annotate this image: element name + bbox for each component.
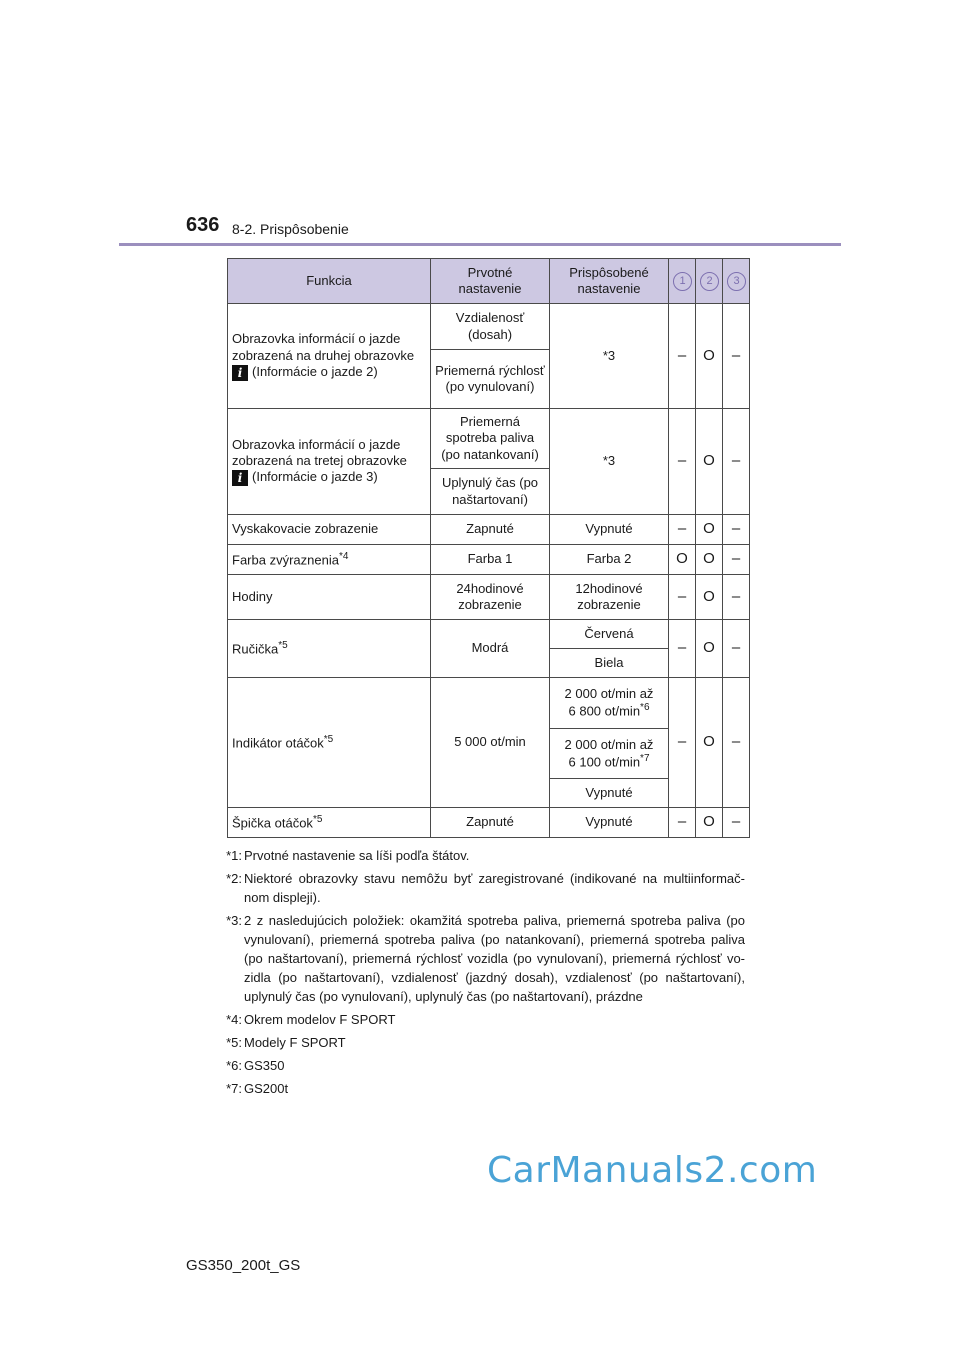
symbol-1: –	[669, 575, 696, 620]
table-row	[228, 620, 750, 649]
default-value: Vzdialenosť (dosah)	[431, 304, 550, 350]
symbol-1: –	[669, 678, 696, 808]
symbol-3: –	[723, 515, 750, 545]
header-col-2	[696, 259, 723, 304]
row-function: Vyskakovacie zobrazenie	[228, 515, 431, 545]
circled-2-icon: 2	[700, 272, 719, 291]
symbol-3: –	[723, 678, 750, 808]
row-function-drive-info-2: Obrazovka informácií o jazde zobrazená na druhej obrazovke i (Informácie o jazde 2)	[228, 304, 431, 409]
custom-value: Vypnuté	[550, 808, 669, 838]
default-value: Farba 1	[431, 545, 550, 575]
custom-value: Farba 2	[550, 545, 669, 575]
symbol-3: –	[723, 545, 750, 575]
symbol-1: –	[669, 620, 696, 678]
custom-value: Vypnuté	[550, 515, 669, 545]
header-function: Funkcia	[228, 259, 431, 304]
default-value: Priemerná spotreba paliva (po natankovaní)	[431, 409, 550, 469]
symbol-1: –	[669, 304, 696, 409]
row-function: Farba zvýraznenia$^{*4}$	[228, 545, 431, 575]
custom-value: Biela	[550, 649, 669, 678]
symbol-2: O	[696, 409, 723, 515]
footnote: *7: GS200t	[226, 1081, 289, 1096]
footnote: *4: Okrem modelov F SPORT	[226, 1012, 396, 1027]
table-row	[228, 808, 750, 838]
default-value: 24hodinové zobrazenie	[431, 575, 550, 620]
page-number: 636	[186, 214, 220, 236]
row-function-drive-info-3: Obrazovka informácií o jazde zobrazená na tretej obrazovke i (Informácie o jazde 3)	[228, 409, 431, 515]
symbol-1: O	[669, 545, 696, 575]
default-value: Zapnuté	[431, 515, 550, 545]
custom-value: 2 000 ot/min až 6 800 $ot/\min^{*6}$	[550, 678, 669, 729]
footnote: *1: Prvotné nastavenie sa líši podľa štátov.	[226, 848, 470, 863]
symbol-2: O	[696, 678, 723, 808]
custom-value: Červená	[550, 620, 669, 649]
row-function: Indikátor otáčok$^{*5}$	[228, 678, 431, 808]
table-row	[228, 409, 750, 469]
custom-value: 2 000 ot/min až 6 100 $ot/\min^{*7}$	[550, 729, 669, 779]
circled-1-icon: 1	[673, 272, 692, 291]
symbol-2: O	[696, 620, 723, 678]
row-function: Hodiny	[228, 575, 431, 620]
footnote: *5: Modely F SPORT	[226, 1035, 346, 1050]
footnote: *3: 2 z nasledujúcich položiek: okamžitá spotreba paliva, priemerná spotreba paliva (po vynulovaní), priemerná spotreba paliva (po natankovaní), priemerná spotreba paliva (po naštartovaní), priemerná rýchlosť vozidla (po vynulovaní), priemerná rýchlosť vo-zidla (po naštartovaní), vzdialenosť (jazdný dosah), vzdialenosť (po naštartovaní), uplynulý čas (po vynulovaní), uplynulý čas (po naštartovaní), prázdne	[226, 913, 745, 1004]
symbol-2: O	[696, 575, 723, 620]
custom-value: 12hodinové zobrazenie	[550, 575, 669, 620]
header-default: Prvotné nastavenie	[431, 259, 550, 304]
default-value: Zapnuté	[431, 808, 550, 838]
table-row	[228, 575, 750, 620]
symbol-2: O	[696, 808, 723, 838]
row-function: Ručička$^{*5}$	[228, 620, 431, 678]
table-header-row	[228, 259, 750, 304]
custom-value: Vypnuté	[550, 779, 669, 808]
settings-table	[227, 258, 750, 838]
default-value: Uplynulý čas (po naštartovaní)	[431, 469, 550, 515]
info-icon: i	[232, 470, 248, 486]
symbol-2: O	[696, 545, 723, 575]
symbol-3: –	[723, 620, 750, 678]
default-value: Modrá	[431, 620, 550, 678]
symbol-3: –	[723, 409, 750, 515]
table-row	[228, 678, 750, 729]
info-icon: i	[232, 365, 248, 381]
custom-value: *3	[550, 304, 669, 409]
table-row	[228, 515, 750, 545]
table-row	[228, 545, 750, 575]
header-col-3	[723, 259, 750, 304]
symbol-2: O	[696, 304, 723, 409]
default-value: 5 000 ot/min	[431, 678, 550, 808]
watermark-logo: CarManuals2.com	[487, 1150, 818, 1191]
symbol-3: –	[723, 808, 750, 838]
table-row	[228, 304, 750, 350]
section-title: 8-2. Prispôsobenie	[232, 221, 349, 237]
symbol-1: –	[669, 808, 696, 838]
document-code: GS350_200t_GS	[186, 1257, 301, 1274]
header-custom: Prispôsobené nastavenie	[550, 259, 669, 304]
header-divider	[119, 243, 841, 246]
symbol-1: –	[669, 409, 696, 515]
symbol-2: O	[696, 515, 723, 545]
circled-3-icon: 3	[727, 272, 746, 291]
symbol-1: –	[669, 515, 696, 545]
footnotes	[212, 846, 745, 1102]
symbol-3: –	[723, 575, 750, 620]
custom-value: *3	[550, 409, 669, 515]
default-value: Priemerná rýchlosť (po vynulovaní)	[431, 350, 550, 409]
header-col-1	[669, 259, 696, 304]
row-function: Špička otáčok$^{*5}$	[228, 808, 431, 838]
symbol-3: –	[723, 304, 750, 409]
footnote: *2: Niektoré obrazovky stavu nemôžu byť zaregistrované (indikované na multiinformač-nom displeji).	[226, 871, 745, 905]
footnote: *6: GS350	[226, 1058, 285, 1073]
